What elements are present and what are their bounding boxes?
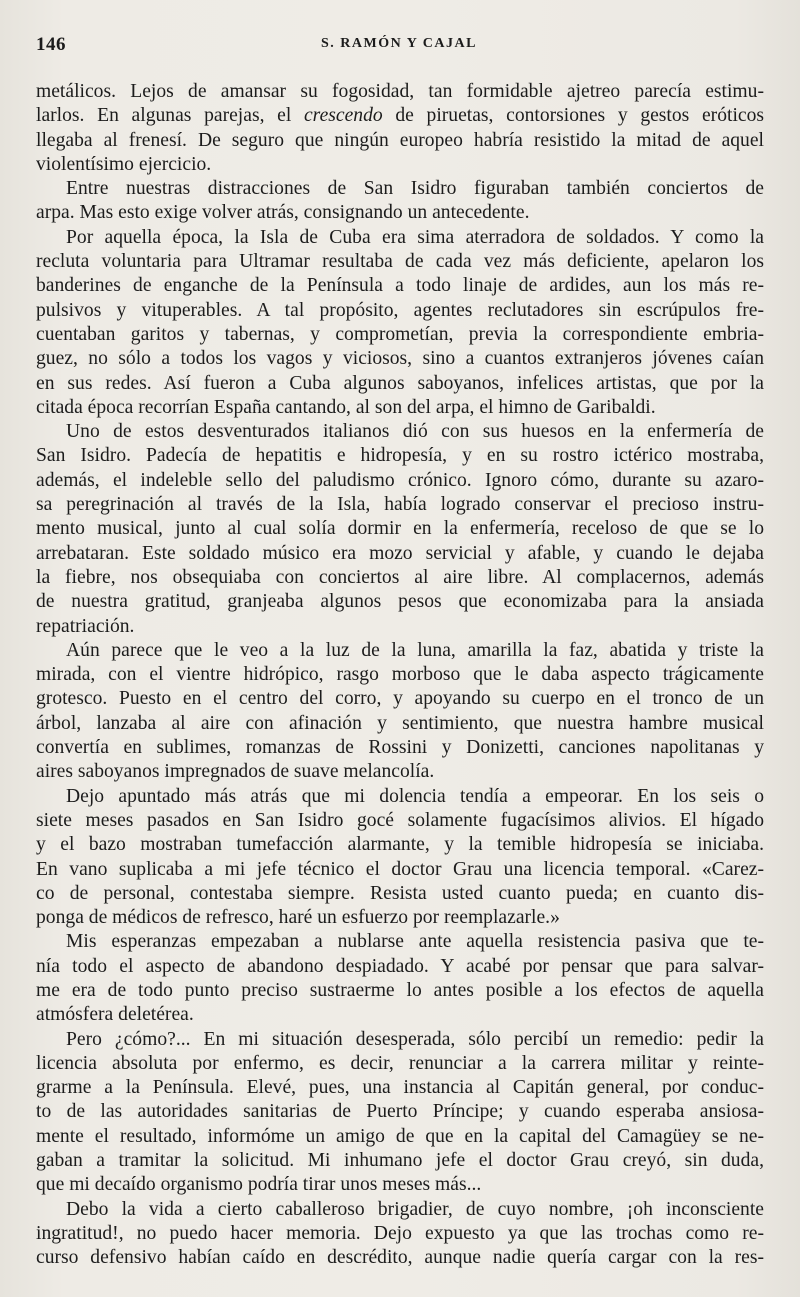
text-line: pulsivos y vituperables. A tal propósito, agentes reclutadores sin escrúpulos fre- (36, 299, 764, 321)
text-line: to de las autoridades sanitarias de Puerto Príncipe; y cuando esperaba ansiosa- (36, 1101, 764, 1123)
text-line: Aún parece que le veo a la luz de la luna, amarilla la faz, abatida y triste la (66, 639, 764, 661)
text-line: llegaba al frenesí. De seguro que ningún europeo habría resistido la mitad de aquel (36, 129, 764, 151)
text-line: ingratitud!, no puedo hacer memoria. Dejo expuesto ya que las trochas como re- (36, 1222, 764, 1244)
text-line: arrebataran. Este soldado músico era mozo servicial y afable, y cuando le dejaba (36, 542, 764, 564)
text-line: sa peregrinación al través de la Isla, había logrado conservar el precioso instru- (36, 494, 764, 516)
text-line: Debo la vida a cierto caballeroso brigadier, de cuyo nombre, ¡oh inconsciente (66, 1198, 764, 1220)
body-text (36, 80, 764, 1271)
text-line: y el bazo mostraban tumefacción alarmante, y la temible hidropesía se iniciaba. (36, 834, 764, 856)
text-line: cuentaban garitos y tabernas, y comprometían, previa la correspondiente embria- (36, 323, 764, 345)
text-line: metálicos. Lejos de amansar su fogosidad, tan formidable ajetreo parecía estimu- (36, 81, 764, 102)
text-line: Uno de estos desventurados italianos dió con sus huesos en la enfermería de (66, 421, 764, 443)
text-line: además, el indeleble sello del paludismo crónico. Ignoro cómo, durante su azaro- (36, 469, 764, 491)
text-line: ponga de médicos de refresco, haré un esfuerzo por reemplazarle.» (36, 907, 560, 929)
text-line: citada época recorrían España cantando, al son del arpa, el himno de Garibaldi. (36, 396, 656, 418)
text-line: mente el resultado, informóme un amigo de que en la capital del Camagüey se ne- (36, 1125, 764, 1147)
text-line: co de personal, contestaba siempre. Resista usted cuanto pueda; en cuanto dis- (36, 882, 764, 904)
text-line: me era de todo punto preciso sustraerme lo antes posible a los efectos de aquella (36, 979, 764, 1001)
text-line: grarme a la Península. Elevé, pues, una instancia al Capitán general, por conduc- (36, 1077, 764, 1099)
text-line: Pero ¿cómo?... En mi situación desesperada, sólo percibí un remedio: pedir la (66, 1028, 764, 1050)
italic-word: crescendo (303, 105, 383, 127)
page-number: 146 (36, 34, 66, 55)
text-line: recluta voluntaria para Ultramar resultaba de cada vez más deficiente, apelaron los (36, 251, 764, 273)
text-line: San Isidro. Padecía de hepatitis e hidropesía, y en su rostro ictérico mostraba, (36, 445, 764, 467)
text-line: gaban a tramitar la solicitud. Mi inhumano jefe el doctor Grau creyó, sin duda, (36, 1150, 764, 1172)
text-line: En vano suplicaba a mi jefe técnico el doctor Grau una licencia temporal. «Carez- (36, 858, 764, 880)
text-line: curso defensivo habían caído en descrédito, aunque nadie quería cargar con la res- (36, 1247, 764, 1269)
text-line: licencia absoluta por enfermo, es decir, renunciar a la carrera militar y reinte- (36, 1052, 764, 1074)
text-line: Por aquella época, la Isla de Cuba era sima aterradora de soldados. Y como la (66, 226, 764, 248)
text-line: nía todo el aspecto de abandono despiadado. Y acabé por pensar que para salvar- (36, 955, 764, 977)
text-line: que mi decaído organismo podría tirar unos meses más... (36, 1174, 482, 1196)
text-line: Dejo apuntado más atrás que mi dolencia tendía a empeorar. En los seis o (66, 785, 764, 807)
text-line: repatriación. (36, 615, 135, 637)
text-line: aires saboyanos impregnados de suave melancolía. (36, 761, 435, 783)
page-header (36, 34, 762, 56)
text-line: larlos. En algunas parejas, el crescendo de piruetas, contorsiones y gestos eróticos (36, 105, 764, 127)
text-line: grotesco. Puesto en el centro del corro, y apoyando su cuerpo en el tronco de un (36, 688, 764, 710)
text-line: en sus redes. Así fueron a Cuba algunos saboyanos, infelices artistas, que por la (36, 372, 764, 394)
text-line: de nuestra gratitud, granjeaba algunos pesos que economizaba para la ansiada (36, 591, 764, 613)
text-line: violentísimo ejercicio. (36, 153, 212, 175)
text-line: la fiebre, nos obsequiaba con conciertos al aire libre. Al complacernos, además (36, 566, 764, 588)
text-line: mento musical, junto al cual solía dormir en la enfermería, receloso de que se lo (36, 518, 764, 540)
text-line: siete meses pasados en San Isidro gocé solamente fugacísimos alivios. El hígado (36, 809, 764, 831)
text-line: arpa. Mas esto exige volver atrás, consignando un antecedente. (36, 202, 530, 224)
text-line: árbol, lanzaba al aire con afinación y sentimiento, que nuestra hambre musical (36, 712, 764, 734)
running-head: S. RAMÓN Y CAJAL (321, 36, 477, 51)
text-line: convertía en sublimes, romanzas de Rossini y Donizetti, canciones napolitanas y (36, 737, 764, 759)
text-line: Mis esperanzas empezaban a nublarse ante aquella resistencia pasiva que te- (66, 931, 764, 953)
text-line: Entre nuestras distracciones de San Isidro figuraban también conciertos de (66, 178, 764, 200)
text-line: guez, no sólo a todos los vagos y viciosos, sino a cuantos extranjeros jóvenes caían (36, 348, 764, 370)
text-line: banderines de enganche de la Península a todo linaje de ardides, aun los más re- (36, 275, 764, 297)
text-line: atmósfera deletérea. (36, 1004, 194, 1026)
text-line: mirada, con el vientre hidrópico, rasgo morboso que le daba aspecto trágicamente (36, 664, 764, 686)
